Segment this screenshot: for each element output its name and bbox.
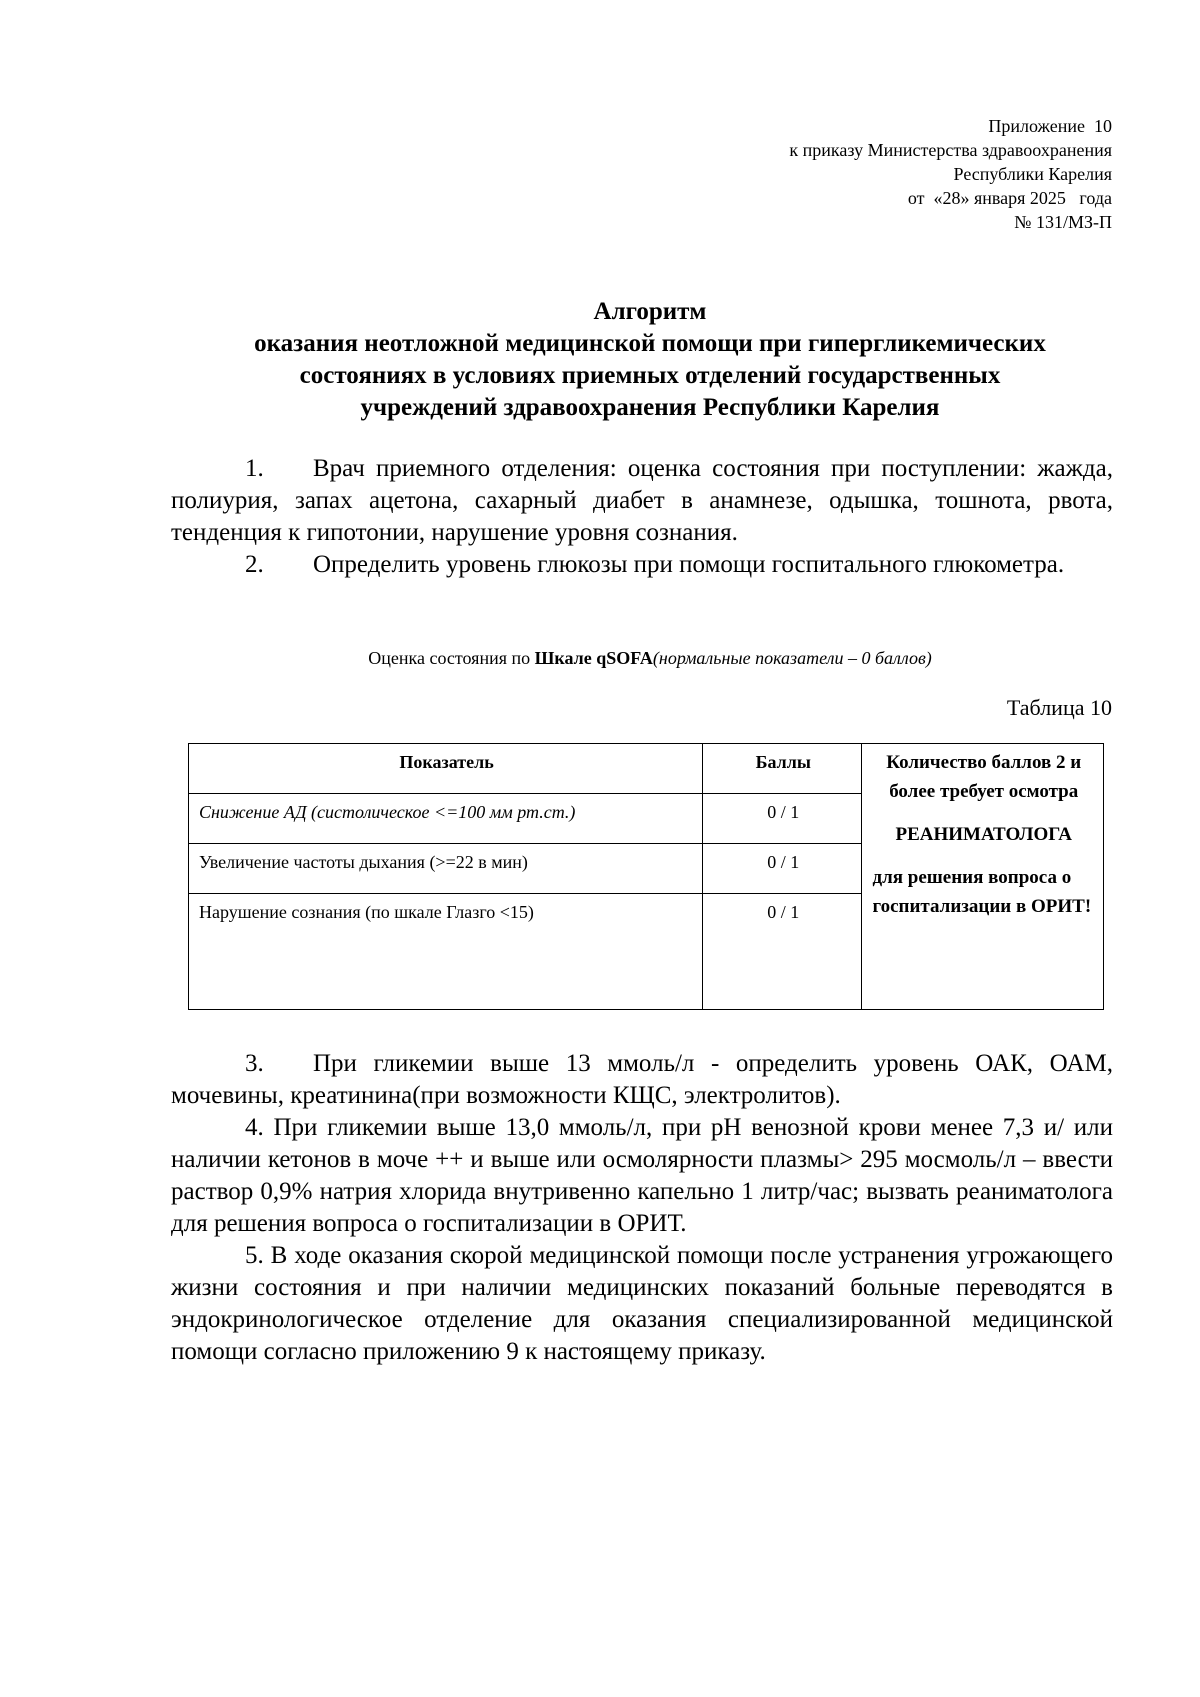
- table-label: Таблица 10: [1006, 695, 1112, 720]
- header-line: Республики Карелия: [953, 164, 1112, 184]
- action-note-bottom: для решения вопроса о госпитализации в ОРИТ!: [872, 867, 1092, 917]
- score-cell: 0 / 1: [703, 844, 862, 894]
- indicator-cell: Снижение АД (систолическое <=100 мм рт.ст.): [189, 794, 703, 844]
- title-line: состояниях в условиях приемных отделений государственных: [299, 362, 1001, 389]
- qsofa-table: [188, 743, 1104, 1010]
- score-cell: 0 / 1: [703, 794, 862, 844]
- title-line: учреждений здравоохранения Республики Карелия: [360, 394, 940, 421]
- item-text: При гликемии выше 13,0 ммоль/л, при pH венозной крови менее 7,3 и/ или наличии кетонов в моче ++ и выше или осмолярности плазмы> 295 мосмоль/л – ввести раствор 0,9% натрия хлорида внутривенно капельно 1 литр/час; вызвать реаниматолога для решения вопроса о госпитализации в ОРИТ.: [171, 1114, 1114, 1237]
- paragraph-2: [171, 549, 1113, 581]
- header-line: Приложение 10: [988, 116, 1112, 136]
- paragraph-1: [171, 453, 1113, 549]
- indicator-cell: Нарушение сознания (по шкале Глазго <15): [189, 894, 703, 1010]
- indicator-cell: Увеличение частоты дыхания (>=22 в мин): [189, 844, 703, 894]
- item-text: Врач приемного отделения: оценка состояния при поступлении: жажда, полиурия, запах ацетона, сахарный диабет в анамнезе, одышка, тошнота, рвота, тенденция к гипотонии, нарушение уровня сознания.: [171, 455, 1113, 546]
- caption-scale-name: Шкале qSOFA: [534, 648, 653, 668]
- score-cell: 0 / 1: [703, 894, 862, 1010]
- appendix-header: [789, 114, 1112, 234]
- caption-note: (нормальные показатели – 0 баллов): [652, 648, 932, 668]
- item-number: 1.: [245, 455, 264, 482]
- paragraph-5: [171, 1240, 1113, 1368]
- qsofa-caption: [160, 646, 1140, 670]
- paragraphs-1-2: [171, 453, 1113, 581]
- header-line: № 131/МЗ-П: [1014, 212, 1112, 232]
- action-note-top: Количество баллов 2 и более требует осмотра: [886, 752, 1082, 802]
- title-line: оказания неотложной медицинской помощи при гипергликемических: [254, 330, 1046, 357]
- header-line: к приказу Министерства здравоохранения: [789, 140, 1112, 160]
- item-text: Определить уровень глюкозы при помощи госпитального глюкометра.: [313, 551, 1065, 578]
- item-text: При гликемии выше 13 ммоль/л - определить уровень ОАК, ОАМ, мочевины, креатинина(при возможности КЩС, электролитов).: [171, 1050, 1113, 1109]
- table-header-row: [189, 744, 1104, 794]
- item-number: 5.: [245, 1242, 264, 1269]
- paragraph-3: [171, 1048, 1113, 1112]
- paragraphs-3-5: [171, 1048, 1113, 1368]
- action-note-cell: [862, 744, 1104, 1010]
- document-title: [160, 296, 1140, 424]
- item-number: 4.: [245, 1114, 264, 1141]
- item-number: 3.: [245, 1050, 264, 1077]
- col-score-header: Баллы: [703, 744, 862, 794]
- item-text: В ходе оказания скорой медицинской помощи после устранения угрожающего жизни состояния и при наличии медицинских показаний больные переводятся в эндокринологическое отделение для оказания специализированной медицинской помощи согласно приложению 9 к настоящему приказу.: [171, 1242, 1113, 1365]
- action-note-specialist: РЕАНИМАТОЛОГА: [895, 824, 1072, 845]
- header-line: от «28» января 2025 года: [907, 188, 1112, 208]
- caption-text: Оценка состояния по: [368, 648, 535, 668]
- item-number: 2.: [245, 551, 264, 578]
- title-line: Алгоритм: [593, 298, 707, 325]
- col-indicator-header: Показатель: [189, 744, 703, 794]
- paragraph-4: [171, 1112, 1113, 1240]
